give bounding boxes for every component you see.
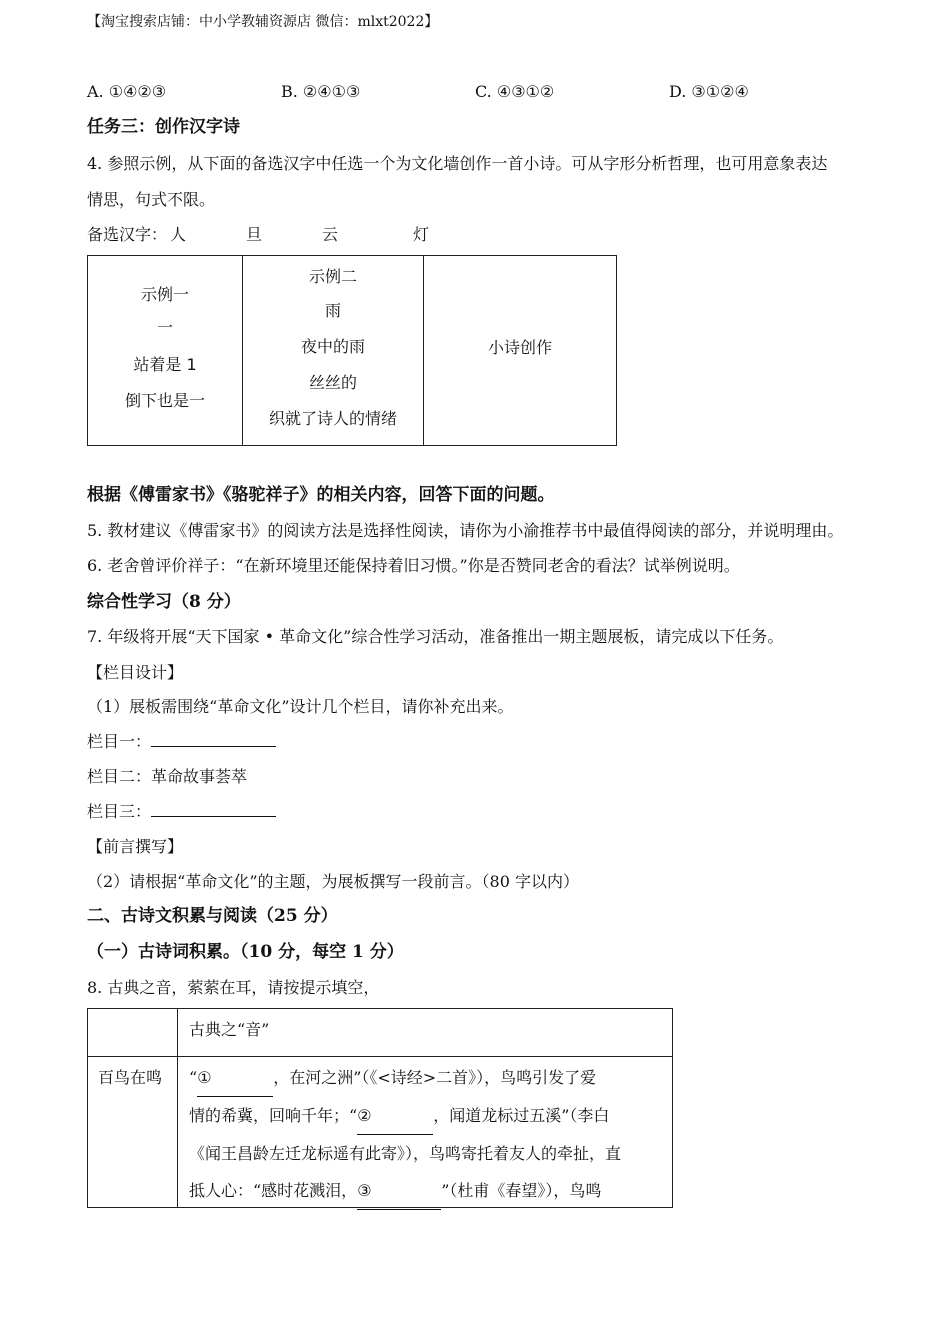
example2-line: 雨 xyxy=(324,301,341,320)
content-line: 《闻王昌龄左迁龙标遥有此寄》），鸟鸣寄托着友人的牵扯，直 xyxy=(189,1144,622,1163)
column3-row xyxy=(87,802,276,821)
q8: 8. 古典之音，萦萦在耳，请按提示填空， xyxy=(87,978,380,997)
poem-create-label: 小诗创作 xyxy=(487,338,552,357)
blank-3[interactable] xyxy=(357,1172,441,1210)
text-fragment: “ xyxy=(189,1068,198,1087)
q5: 5. 教材建议《傅雷家书》的阅读方法是选择性阅读，请你为小渝推荐书中最值得阅读的部分，并说明理由。 xyxy=(87,521,844,540)
column3-label: 栏目三： xyxy=(87,802,152,821)
reading-heading: 根据《傅雷家书》《骆驼祥子》的相关内容，回答下面的问题。 xyxy=(87,485,555,505)
column1-blank[interactable] xyxy=(151,732,276,747)
sub-question-1: （1）展板需围绕“革命文化”设计几个栏目，请你补充出来。 xyxy=(87,697,514,716)
column2-label: 栏目二：革命故事荟萃 xyxy=(87,767,248,786)
text-fragment: ，在河之洲”（《<诗经>二首》），鸟鸣引发了爱 xyxy=(273,1068,597,1087)
column-design-label: 【栏目设计】 xyxy=(87,663,184,682)
option-b: B. ②④①③ xyxy=(281,82,361,101)
shop-note: 【淘宝搜索店铺：中小学教辅资源店 微信：mlxt2022】 xyxy=(87,14,439,30)
text-fragment: 情的希冀，回响千年；“ xyxy=(189,1106,358,1125)
poem-create-cell[interactable] xyxy=(424,256,616,445)
content-line xyxy=(189,1172,659,1210)
column1-label: 栏目一： xyxy=(87,732,152,751)
table-divider xyxy=(88,1056,672,1057)
content-line xyxy=(189,1097,659,1135)
task3-title: 任务三：创作汉字诗 xyxy=(87,117,240,137)
section2-heading: 二、古诗文积累与阅读（25 分） xyxy=(87,906,338,926)
column3-blank[interactable] xyxy=(151,802,276,817)
text-fragment: 抵人心：“感时花溅泪， xyxy=(189,1181,358,1200)
example1-cell xyxy=(88,256,243,445)
example1-line: 站着是 1 xyxy=(133,355,197,374)
blank-1[interactable] xyxy=(197,1059,273,1097)
column1-row xyxy=(87,732,276,751)
q6: 6. 老舍曾评价祥子：“在新环境里还能保持着旧习惯。”你是否赞同老舍的看法？试举例说明。 xyxy=(87,556,740,575)
q7: 7. 年级将开展“天下国家 • 革命文化”综合性学习活动，准备推出一期主题展板，请完成以下任务。 xyxy=(87,627,784,646)
example2-line: 织就了诗人的情绪 xyxy=(268,409,397,428)
candidate-char: 云 xyxy=(322,225,339,244)
blank-number: ① xyxy=(197,1068,212,1087)
table-header: 古典之“音” xyxy=(189,1020,270,1039)
section2-subheading: （一）古诗词积累。（10 分，每空 1 分） xyxy=(87,942,404,962)
example1-line: 一 xyxy=(156,318,173,337)
blank-number: ② xyxy=(357,1106,372,1125)
example2-title: 示例二 xyxy=(308,267,357,286)
example2-cell xyxy=(243,256,424,445)
comprehensive-heading: 综合性学习（8 分） xyxy=(87,592,241,612)
row-content xyxy=(189,1059,659,1210)
text-fragment: ，闻道龙标过五溪”（李白 xyxy=(433,1106,610,1125)
option-d: D. ③①②④ xyxy=(669,82,749,101)
sub-question-2: （2）请根据“革命文化”的主题，为展板撰写一段前言。（80 字以内） xyxy=(87,872,579,891)
preface-label: 【前言撰写】 xyxy=(87,837,184,856)
candidate-char: 灯 xyxy=(413,225,430,244)
example2-line: 夜中的雨 xyxy=(300,337,365,356)
example2-line: 丝丝的 xyxy=(308,373,357,392)
classic-sound-table xyxy=(87,1008,673,1208)
candidate-char: 人 xyxy=(170,225,187,244)
candidate-char: 旦 xyxy=(246,225,263,244)
poem-example-table xyxy=(87,255,617,446)
text-fragment: ”（杜甫《春望》），鸟鸣 xyxy=(441,1181,602,1200)
blank-2[interactable] xyxy=(357,1097,433,1135)
table-divider xyxy=(177,1009,178,1207)
example1-title: 示例一 xyxy=(140,285,189,304)
example1-line: 倒下也是一 xyxy=(124,391,205,410)
candidate-chars-label: 备选汉字： xyxy=(87,225,168,244)
row-label: 百鸟在鸣 xyxy=(98,1068,163,1087)
option-a: A. ①④②③ xyxy=(87,82,167,101)
option-c: C. ④③①② xyxy=(475,82,555,101)
q4-line2: 情思，句式不限。 xyxy=(87,190,216,209)
blank-number: ③ xyxy=(357,1181,372,1200)
q4-line1: 4. 参照示例，从下面的备选汉字中任选一个为文化墙创作一首小诗。可从字形分析哲理，也可用意象表达 xyxy=(87,154,828,173)
content-line xyxy=(189,1059,659,1097)
